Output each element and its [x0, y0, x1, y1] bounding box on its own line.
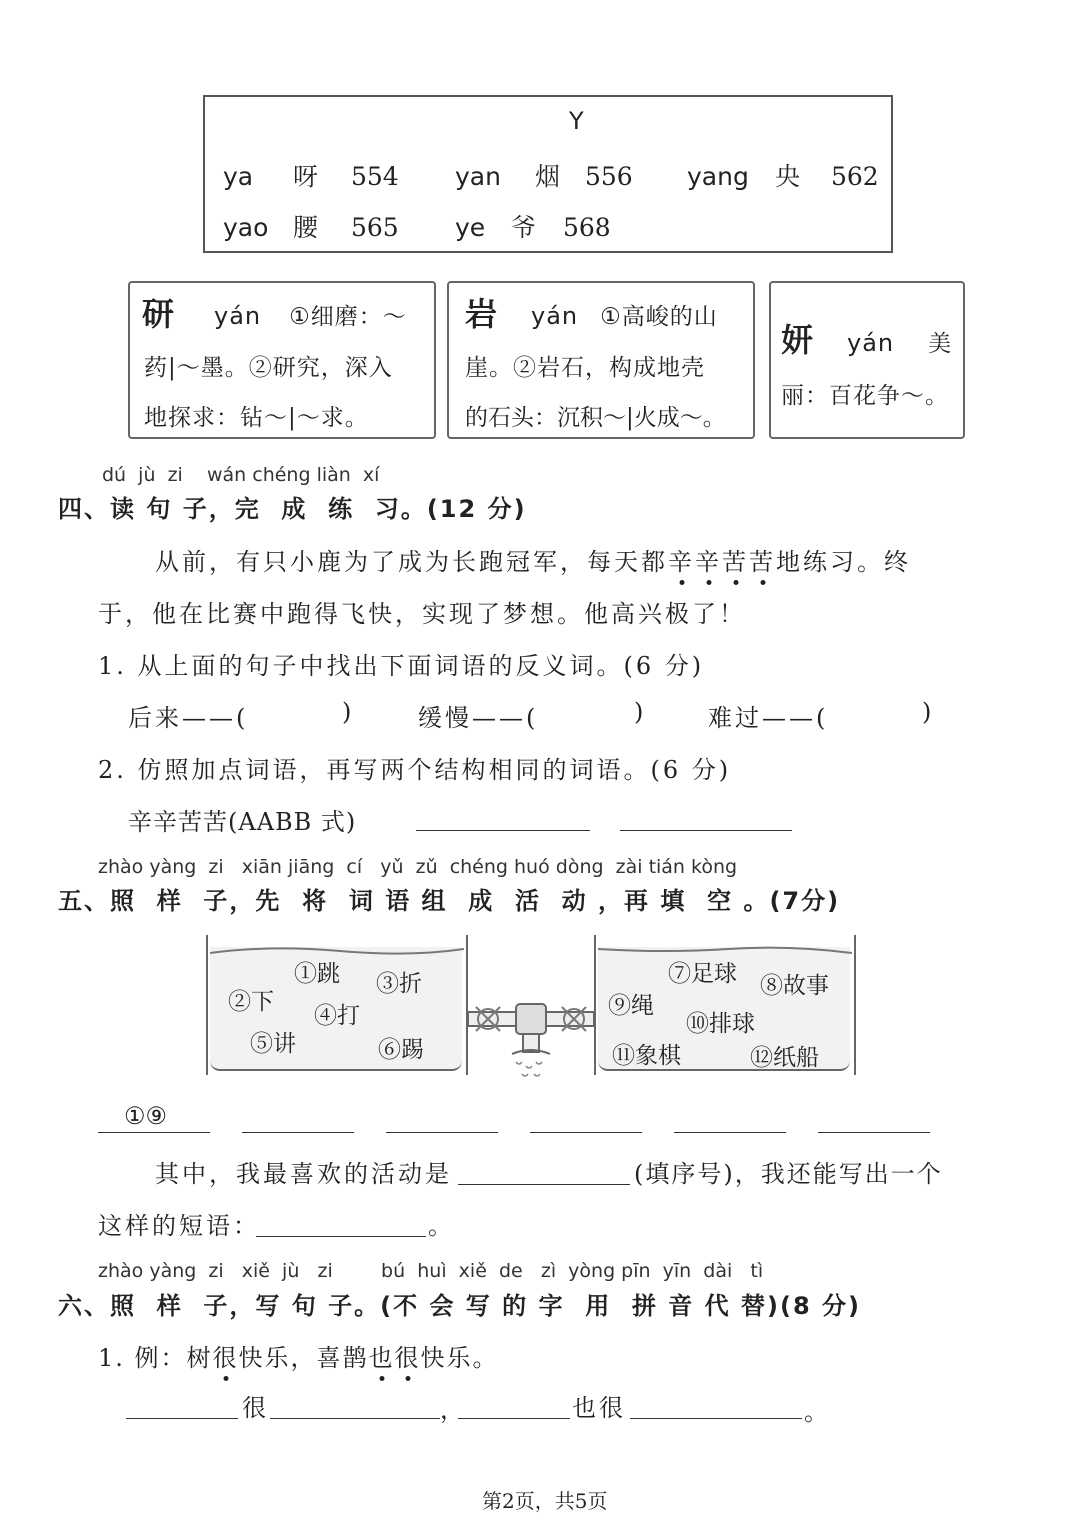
answer-blank[interactable] — [458, 1418, 570, 1419]
antonym-item-1: 后来——( — [128, 704, 249, 732]
question-6-1: 1. 例：树很快乐，喜鹊也很快乐。 — [98, 1344, 499, 1372]
fill-end: 。 — [804, 1398, 831, 1426]
card-line: 丽：百花争～。 — [781, 383, 949, 409]
favorite-activity-prompt: 其中，我最喜欢的活动是 — [155, 1160, 452, 1188]
section4-pinyin: dú jù zi wán chéng liàn xí — [102, 464, 380, 486]
index-entry: yan 烟 556 — [455, 162, 633, 191]
answer-blank[interactable] — [818, 1132, 930, 1133]
index-entry: ye 爷 568 — [455, 213, 611, 242]
card-pinyin: yán — [847, 329, 895, 357]
close-paren: ) — [342, 698, 355, 726]
answer-blank[interactable] — [386, 1132, 498, 1133]
card-line: ①高峻的山 — [600, 304, 718, 330]
fill-hen: 很 — [242, 1394, 269, 1422]
word-item: ⑥踢 — [378, 1037, 424, 1063]
card-char: 妍 — [781, 321, 814, 359]
card-pinyin: yán — [531, 302, 579, 330]
answer-blank[interactable] — [270, 1418, 440, 1419]
index-entry: yao 腰 565 — [223, 213, 399, 242]
close-paren: ) — [922, 698, 935, 726]
question-4-1: 1. 从上面的句子中找出下面词语的反义词。(6 分) — [98, 652, 705, 680]
section4-passage-line2: 于，他在比赛中跑得飞快，实现了梦想。他高兴极了！ — [98, 600, 746, 628]
word-tank-right — [594, 935, 856, 1075]
card-char: 岩 — [465, 295, 498, 333]
dictionary-card-yan-grind — [128, 281, 436, 439]
card-line: 的石头：沉积～|火成～。 — [465, 405, 726, 431]
word-item: ③折 — [376, 971, 422, 997]
answer-blank[interactable] — [126, 1418, 238, 1419]
dictionary-card-yan-rock — [447, 281, 755, 439]
index-entry: yang 央 562 — [687, 162, 879, 191]
answer-blank[interactable] — [98, 1132, 210, 1133]
page-number: 第2页，共5页 — [482, 1489, 608, 1513]
word-tank-left — [206, 935, 468, 1075]
example-answer: ①⑨ — [124, 1102, 168, 1130]
aabb-example: 辛辛苦苦(AABB 式) — [128, 808, 357, 836]
word-item: ⑨绳 — [608, 993, 654, 1019]
section6-title: 六、照 样 子，写 句 子。(不 会 写 的 字 用 拼 音 代 替)(8 分) — [58, 1292, 861, 1320]
answer-blank[interactable] — [674, 1132, 786, 1133]
period: 。 — [428, 1212, 455, 1240]
word-item: ⑪象棋 — [612, 1043, 681, 1069]
word-item: ⑤讲 — [250, 1031, 296, 1057]
answer-blank[interactable] — [458, 1184, 630, 1185]
answer-blank[interactable] — [620, 830, 792, 831]
pipe-valve-icon — [468, 996, 594, 1080]
word-item: ④打 — [314, 1003, 360, 1029]
card-line: 美 — [928, 331, 953, 357]
section5-pinyin: zhào yàng zi xiān jiāng cí yǔ zǔ chéng huó dòng zài tián kòng — [98, 856, 738, 878]
word-item: ⑩排球 — [686, 1011, 755, 1037]
answer-blank[interactable] — [242, 1132, 354, 1133]
card-pinyin: yán — [214, 302, 262, 330]
answer-blank[interactable] — [530, 1132, 642, 1133]
index-letter: Y — [569, 107, 584, 135]
index-entry: ya 呀 554 — [223, 162, 399, 191]
section4-title: 四、读 句 子，完 成 练 习。(12 分) — [58, 495, 527, 523]
antonym-item-3: 难过——( — [708, 704, 829, 732]
fill-yehen: 也很 — [572, 1394, 626, 1422]
dictionary-card-yan-beautiful — [769, 281, 965, 439]
section6-pinyin: zhào yàng zi xiě jù zi bú huì xiě de zì yòng pīn yīn dài tì — [98, 1260, 764, 1282]
antonym-item-2: 缓慢——( — [418, 704, 539, 732]
section5-title: 五、照 样 子，先 将 词 语 组 成 活 动 ，再 填 空 。(7分) — [58, 887, 841, 915]
word-item: ②下 — [228, 989, 274, 1015]
answer-blank[interactable] — [630, 1418, 802, 1419]
card-line: 地探求：钻～|～求。 — [144, 405, 369, 431]
card-line: ①细磨：～ — [289, 304, 407, 330]
word-item: ⑫纸船 — [750, 1045, 819, 1071]
word-item: ①跳 — [294, 961, 340, 987]
card-line: 崖。②岩石，构成地壳 — [465, 355, 705, 381]
answer-blank[interactable] — [256, 1236, 426, 1237]
favorite-activity-prompt-cont: (填序号)，我还能写出一个 — [634, 1160, 943, 1188]
pinyin-index-box — [203, 95, 893, 253]
word-item: ⑦足球 — [668, 961, 737, 987]
word-item: ⑧故事 — [760, 973, 829, 999]
close-paren: ) — [634, 698, 647, 726]
card-char: 研 — [142, 295, 175, 333]
answer-blank[interactable] — [416, 830, 590, 831]
question-4-2: 2. 仿照加点词语，再写两个结构相同的词语。(6 分) — [98, 756, 732, 784]
section4-passage-line1: 从前，有只小鹿为了成为长跑冠军，每天都辛辛苦苦地练习。终 — [155, 548, 911, 576]
fill-comma: ， — [440, 1396, 467, 1424]
card-line: 药|～墨。②研究，深入 — [144, 355, 393, 381]
phrase-prompt: 这样的短语： — [98, 1212, 260, 1240]
